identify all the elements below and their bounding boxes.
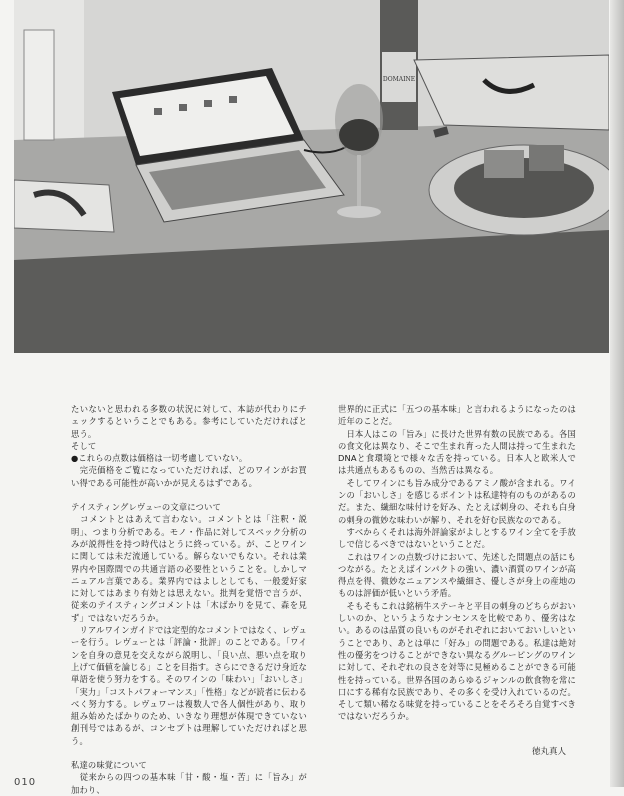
bullet-note: ●これらの点数は価格は一切考慮していない。 [71,453,248,464]
hero-photo [14,0,609,353]
spacer [71,747,307,759]
paragraph: そしてワインにも旨み成分であるアミノ酸が含まれる。ワインの「おいしさ」を感じるポイントは私達特有のものがあるのだ。また、繊細な味付けを好み、たとえば刺身の、それも白身の刺身の微妙な味わいが解り、それを好む民族なのである。 [338,477,576,525]
bread [484,150,524,178]
screen-icon [154,108,162,115]
screen-icon [229,96,237,103]
right-column [338,403,576,723]
spacer [71,489,307,501]
paragraph: そもそもこれは銘柄牛ステーキと平目の刺身のどちらがおいしいのか、というようなナンセンスを比較であり、優劣はない。あるのは品質の良いものがそれぞれにおいておいしいということであり、あとは単に「好み」の問題である。私達は絶対性の優劣をつけることができない異なるグルーピングのワインに対して、それぞれの良さを対等に見極めることができる可能性を持っている。世界各国のあらゆるジャンルの飲食物を常に口にする稀有な民族であり、その多くを受け入れているのだ。そして類い稀なる味覚を持っていることをそろそろ自覚すべきではないだろうか。 [338,600,576,722]
photo-illustration [14,0,609,353]
section-heading: 私達の味覚について [71,760,147,771]
screen-icon [179,104,187,111]
section-heading: テイスティングレヴューの文章について [71,502,221,513]
book-stack-left [14,180,114,232]
page-edge-shadow [610,0,624,787]
paragraph: 完売価格をご覧になっていただければ、どのワインがお買い得である可能性が高いかが見えるはずである。 [71,465,307,488]
paragraph: これはワインの点数づけにおいて、先述した問題点の話にもつながる。たとえばインパクトの強い、濃い酒質のワインが高得点を得、微妙なニュアンスや繊細さ、優しさが身上の産地のものは評価が低いという矛盾。 [338,551,576,599]
paragraph: 従来からの四つの基本味「甘・酸・塩・苦」に「旨み」が加わり、 [71,772,307,795]
paragraph: リアルワインガイドでは定型的なコメントではなく、レヴューを行う。レヴューとは「評論・批評」のことである。「ワインを自身の意見を交えながら説明し、「良い点、悪い点を取り上げて価値を論じる」ことを目指す。さらにできるだけ身近な単語を使う努力をする。そのワインの「味わい」「おいしさ」「実力」「コストパフォーマンス」「性格」などが読者に伝わるべく努力する。レヴュワーは複数人で各人個性があり、取り組み始めたばかりのため、いきなり理想が体現できていない創刊号ではあるが、コンセプトは理解していただければと思う。 [71,625,307,746]
left-column [71,403,307,796]
bottle-label-text: DOMAINE [382,76,416,83]
page-number: 010 [14,777,37,788]
author-signature: 徳丸真人 [532,747,567,757]
screen-icon [204,100,212,107]
paragraph: 世界的に正式に「五つの基本味」と言われるようになったのは近年のことだ。 [338,404,576,427]
monitor-stand [24,30,54,140]
paragraph: たいないと思われる多数の状況に対して、本誌が代わりにチェックするということでもある。参考にしていただければと思う。 [71,404,307,439]
paragraph: そして [71,440,97,451]
paragraph: コメントとはあえて言わない。コメントとは「注釈・説明」、つまり分析である。モノ・作品に対してスペック分析のみが説得性を持つ時代はとうに終っている。が、ことワインに関しては未だ流通している。解らないでもない。それは業界内や国際間での共通言語の必要性ということを。しかしマニュアル言葉である。業界内ではよしとしても、一般愛好家に対してはあまり有効とは思えない。批判を覚悟で言うが、従来のテイスティングコメントは「木ばかりを見て、森を見ず」ではないだろうか。 [71,514,307,623]
bread [529,145,564,171]
wine-glass-stem [357,155,361,210]
wine-in-glass [339,119,379,151]
paragraph: 日本人はこの「旨み」に長けた世界有数の民族である。各国の食文化は異なり、そこで生まれ育った人間は持って生まれたDNAと食環境とで様々な舌を持っている。日本人と欧米人では共通点もあるものの、当然舌は異なる。 [338,428,576,476]
paragraph: すべからくそれは海外評論家がよしとするワイン全てを手放しで信じるべきではないということだ。 [338,526,576,550]
wine-glass-foot [337,206,381,218]
